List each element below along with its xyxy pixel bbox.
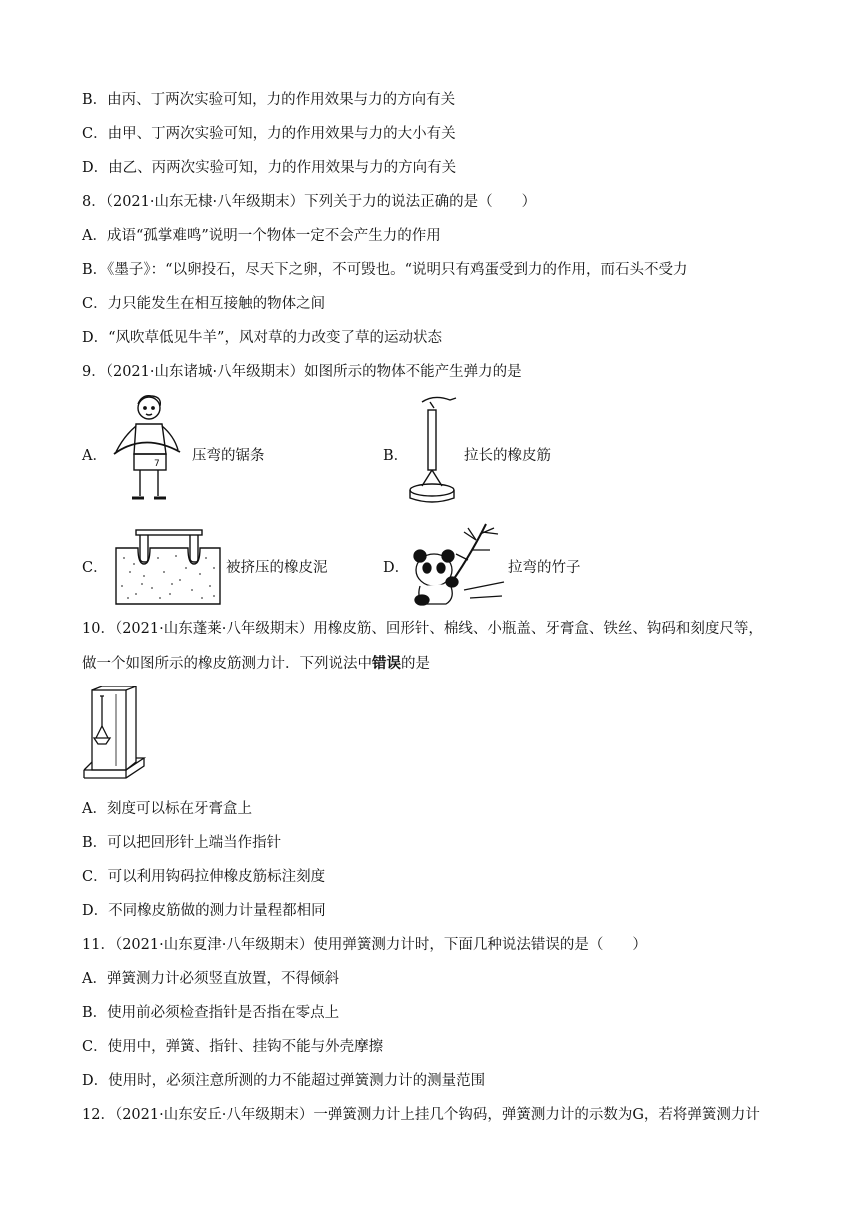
q9-stem: 9．（2021·山东诸城·八年级期末）如图所示的物体不能产生弹力的是 <box>82 364 522 380</box>
panda-bending-bamboo-figure <box>406 520 510 610</box>
q11-option-d: D．使用时，必须注意所测的力不能超过弹簧测力计的测量范围 <box>82 1073 486 1089</box>
q10-stem-line2-post: 的是 <box>401 656 430 672</box>
q9-option-d-letter: D． <box>383 560 410 576</box>
q8-stem: 8．（2021·山东无棣·八年级期末）下列关于力的说法正确的是（ ） <box>82 194 537 210</box>
q10-option-a: A．刻度可以标在牙膏盒上 <box>82 801 252 817</box>
q7-option-d: D．由乙、丙两次实验可知，力的作用效果与力的方向有关 <box>82 160 457 176</box>
q11-option-c: C．使用中，弹簧、指针、挂钩不能与外壳摩擦 <box>82 1039 384 1055</box>
q9-option-b-letter: B． <box>383 448 409 464</box>
q10-stem-line2 <box>82 654 430 674</box>
q8-option-b: B．《墨子》：“以卵投石，尽天下之卵，不可毁也。“说明只有鸡蛋受到力的作用，而石头不受力 <box>82 262 688 278</box>
q8-option-c: C．力只能发生在相互接触的物体之间 <box>82 296 326 312</box>
q8-option-a: A．成语“孤掌难鸣”说明一个物体一定不会产生力的作用 <box>82 228 441 244</box>
rubber-band-dynamometer-figure <box>82 686 148 780</box>
q10-option-b: B．可以把回形针上端当作指针 <box>82 835 282 851</box>
q10-stem-line1: 10．（2021·山东蓬莱·八年级期末）用橡皮筋、回形针、棉线、小瓶盖、牙膏盒、铁丝、钩码和刻度尺等， <box>82 621 763 637</box>
q9-option-d-text: 拉弯的竹子 <box>508 560 581 576</box>
q11-option-a: A．弹簧测力计必须竖直放置，不得倾斜 <box>82 971 339 987</box>
svg-text:7: 7 <box>154 459 160 469</box>
q9-option-a-letter: A． <box>82 448 107 464</box>
q10-option-d: D．不同橡皮筋做的测力计量程都相同 <box>82 903 326 919</box>
q8-option-d: D．“风吹草低见牛羊”，风对草的力改变了草的运动状态 <box>82 330 442 346</box>
q11-option-b: B．使用前必须检查指针是否指在零点上 <box>82 1005 340 1021</box>
q11-stem: 11．（2021·山东夏津·八年级期末）使用弹簧测力计时，下面几种说法错误的是（ ） <box>82 937 647 953</box>
squeezed-plasticine-figure <box>114 528 224 606</box>
q9-option-c-text: 被挤压的橡皮泥 <box>226 560 328 576</box>
q10-stem-line2-pre: 做一个如图所示的橡皮筋测力计．下列说法中 <box>82 656 372 672</box>
q7-option-b: B．由丙、丁两次实验可知，力的作用效果与力的方向有关 <box>82 92 456 108</box>
q9-option-b-text: 拉长的橡皮筋 <box>464 448 551 464</box>
q10-option-c: C．可以利用钩码拉伸橡皮筋标注刻度 <box>82 869 326 885</box>
q12-stem: 12．（2021·山东安丘·八年级期末）一弹簧测力计上挂几个钩码，弹簧测力计的示数为G，若将弹簧测力计 <box>82 1107 760 1123</box>
boy-bending-saw-figure <box>104 392 190 508</box>
q9-option-a-text: 压弯的锯条 <box>192 448 265 464</box>
q9-option-c-letter: C． <box>82 560 108 576</box>
stretched-rubber-band-figure <box>404 394 466 506</box>
q7-option-c: C．由甲、丁两次实验可知，力的作用效果与力的大小有关 <box>82 126 456 142</box>
q10-stem-line2-bold: 错误 <box>372 655 401 672</box>
